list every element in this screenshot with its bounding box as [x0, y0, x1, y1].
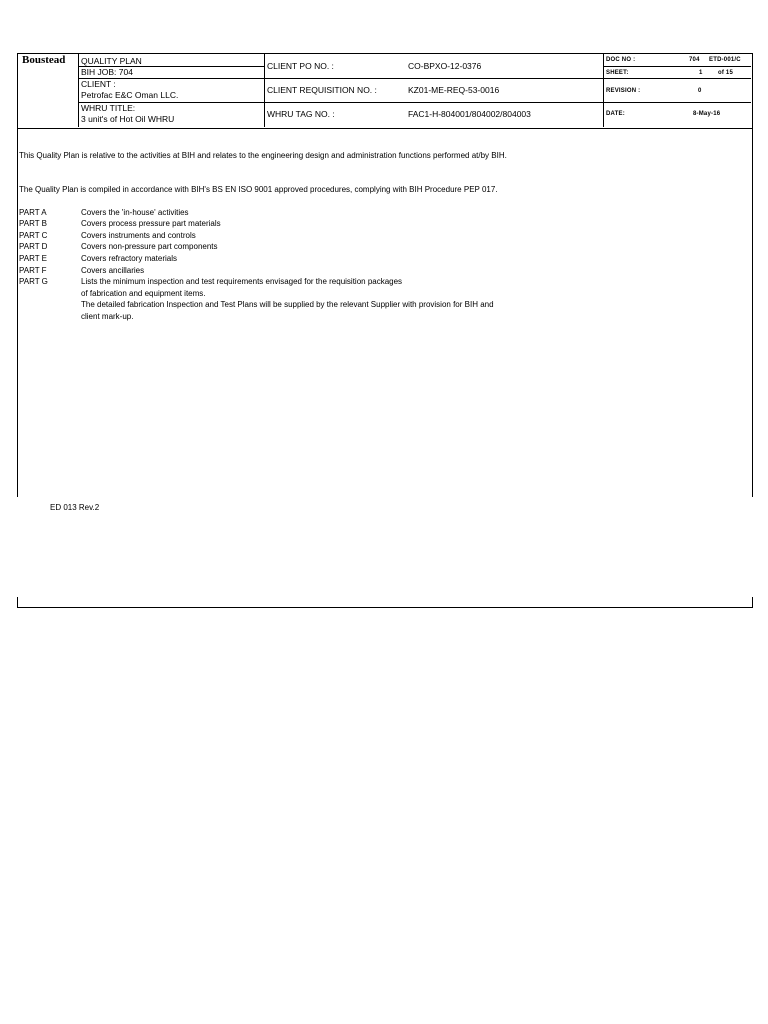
part-description: Lists the minimum inspection and test requirements envisaged for the requisition packages	[81, 277, 403, 286]
line-req	[264, 102, 603, 103]
line-sheet	[603, 78, 751, 79]
part-description: Covers refractory materials	[81, 254, 178, 263]
revision-label: REVISION :	[606, 88, 641, 94]
part-label: PART D	[19, 242, 48, 251]
part-description: Covers process pressure part materials	[81, 219, 221, 228]
doc-no-value: 704	[689, 57, 700, 63]
line-po	[264, 78, 603, 79]
divider-right-col	[603, 53, 604, 127]
whru-title-value: 3 unit's of Hot Oil WHRU	[81, 114, 175, 124]
company-logo: Boustead	[22, 54, 66, 66]
part-label: PART E	[19, 254, 48, 263]
sheet-value: 1	[699, 70, 703, 76]
line-revision	[603, 102, 751, 103]
part-description: Covers ancillaries	[81, 266, 145, 275]
part-description: Covers instruments and controls	[81, 231, 196, 240]
client-req-label: CLIENT REQUISITION NO. :	[267, 85, 377, 95]
part-description: Covers the 'in-house' activities	[81, 208, 189, 217]
client-po-label: CLIENT PO NO. :	[267, 61, 334, 71]
date-label: DATE:	[606, 111, 625, 117]
whru-title-label: WHRU TITLE:	[81, 103, 136, 113]
client-req-value: KZ01-ME-REQ-53-0016	[408, 85, 500, 95]
doc-no-suffix: ETD-001/C	[709, 57, 741, 63]
part-label: PART G	[19, 277, 48, 286]
part-label: PART C	[19, 231, 48, 240]
doc-no-label: DOC NO :	[606, 57, 636, 63]
divider-logo	[78, 53, 79, 127]
part-label: PART B	[19, 219, 48, 228]
client-value: Petrofac E&C Oman LLC.	[81, 90, 179, 100]
part-label: PART F	[19, 266, 47, 275]
part-g-continuation-3: client mark-up.	[81, 312, 134, 321]
part-description: Covers non-pressure part components	[81, 242, 218, 251]
form-reference: ED 013 Rev.2	[50, 503, 100, 512]
bih-job: BIH JOB: 704	[81, 67, 133, 77]
sheet-of: of 15	[718, 70, 734, 76]
revision-value: 0	[698, 88, 702, 94]
date-value: 8-May-16	[693, 111, 721, 117]
line-docno	[603, 66, 751, 67]
divider-left-col	[264, 53, 265, 127]
whru-tag-value: FAC1-H-804001/804002/804003	[408, 109, 531, 119]
whru-tag-label: WHRU TAG NO. :	[267, 109, 335, 119]
part-g-continuation-1: of fabrication and equipment items.	[81, 289, 206, 298]
client-label: CLIENT :	[81, 79, 116, 89]
part-g-continuation-2: The detailed fabrication Inspection and Test Plans will be supplied by the relevant Supplier with provision for BIH and	[81, 300, 494, 309]
quality-plan-title: QUALITY PLAN	[81, 56, 142, 66]
part-label: PART A	[19, 208, 47, 217]
client-po-value: CO-BPXO-12-0376	[408, 61, 482, 71]
intro-paragraph-2: The Quality Plan is compiled in accordance with BIH's BS EN ISO 9001 approved procedures, complying with BIH Procedure PEP 017.	[19, 185, 498, 194]
intro-paragraph-1: This Quality Plan is relative to the activities at BIH and relates to the engineering design and administration functions performed at/by BIH.	[19, 151, 507, 160]
sheet-label: SHEET:	[606, 70, 629, 76]
page-bottom-frame	[17, 597, 753, 608]
